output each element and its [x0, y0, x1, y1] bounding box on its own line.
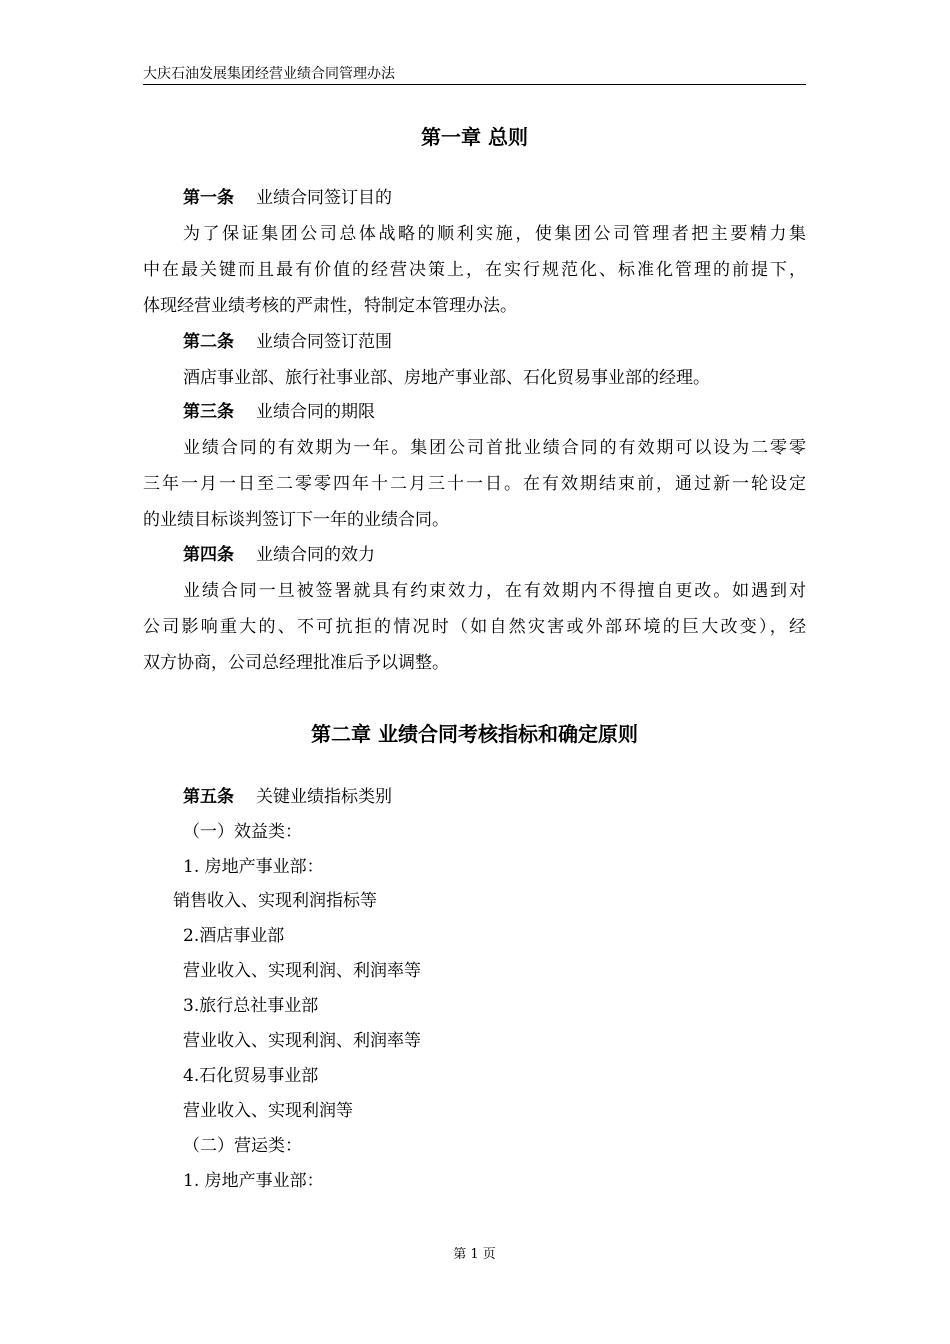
list-item: 1. 房地产事业部：	[183, 857, 324, 877]
chapter-1-title: 第一章 总则	[421, 125, 528, 149]
article-4-title: 业绩合同的效力	[256, 545, 375, 565]
article-4-line-2: 公司影响重大的、不可抗拒的情况时（如自然灾害或外部环境的巨大改变），经	[143, 617, 806, 637]
article-5-title: 关键业绩指标类别	[256, 787, 392, 807]
list-item: 营业收入、实现利润、利润率等	[183, 961, 421, 981]
list-item: 4.石化贸易事业部	[183, 1066, 319, 1086]
list-item: （二）营运类：	[183, 1136, 302, 1156]
page-number: 第 1 页	[453, 1247, 496, 1262]
article-3-line-3: 的业绩目标谈判签订下一年的业绩合同。	[143, 510, 449, 530]
article-2-title: 业绩合同签订范围	[256, 332, 392, 352]
article-5-heading	[143, 785, 806, 809]
article-4-heading	[143, 543, 806, 567]
article-4-line-3: 双方协商，公司总经理批准后予以调整。	[143, 653, 449, 673]
article-3-line-1: 业绩合同的有效期为一年。集团公司首批业绩合同的有效期可以设为二零零	[183, 438, 806, 458]
list-item: 营业收入、实现利润等	[183, 1101, 353, 1121]
article-1-title: 业绩合同签订目的	[256, 188, 392, 208]
article-3-title: 业绩合同的期限	[256, 402, 375, 422]
list-item: 3.旅行总社事业部	[183, 996, 319, 1016]
list-item: 2.酒店事业部	[183, 926, 285, 946]
article-5-label: 第五条	[183, 787, 234, 807]
article-2-label: 第二条	[183, 332, 234, 352]
article-1-line-1: 为了保证集团公司总体战略的顺利实施，使集团公司管理者把主要精力集	[183, 224, 806, 244]
list-item: 营业收入、实现利润、利润率等	[183, 1031, 421, 1051]
list-item: 1. 房地产事业部：	[183, 1171, 324, 1191]
article-4-line-1: 业绩合同一旦被签署就具有约束效力，在有效期内不得擅自更改。如遇到对	[183, 581, 806, 601]
article-1-heading	[143, 186, 806, 210]
list-item: 销售收入、实现利润指标等	[173, 891, 377, 911]
article-1-line-3: 体现经营业绩考核的严肃性，特制定本管理办法。	[143, 296, 517, 316]
article-3-line-2: 三年一月一日至二零零四年十二月三十一日。在有效期结束前，通过新一轮设定	[143, 474, 806, 494]
page-header: 大庆石油发展集团经营业绩合同管理办法	[143, 64, 806, 85]
article-2-line-1: 酒店事业部、旅行社事业部、房地产事业部、石化贸易事业部的经理。	[183, 368, 710, 388]
article-4-label: 第四条	[183, 545, 234, 565]
list-item: （一）效益类：	[183, 822, 302, 842]
article-3-label: 第三条	[183, 402, 234, 422]
article-3-heading	[143, 400, 806, 424]
chapter-2-title: 第二章 业绩合同考核指标和确定原则	[311, 722, 638, 746]
article-1-label: 第一条	[183, 188, 234, 208]
article-1-line-2: 中在最关键而且最有价值的经营决策上，在实行规范化、标准化管理的前提下，	[143, 260, 806, 280]
article-2-heading	[143, 330, 806, 354]
